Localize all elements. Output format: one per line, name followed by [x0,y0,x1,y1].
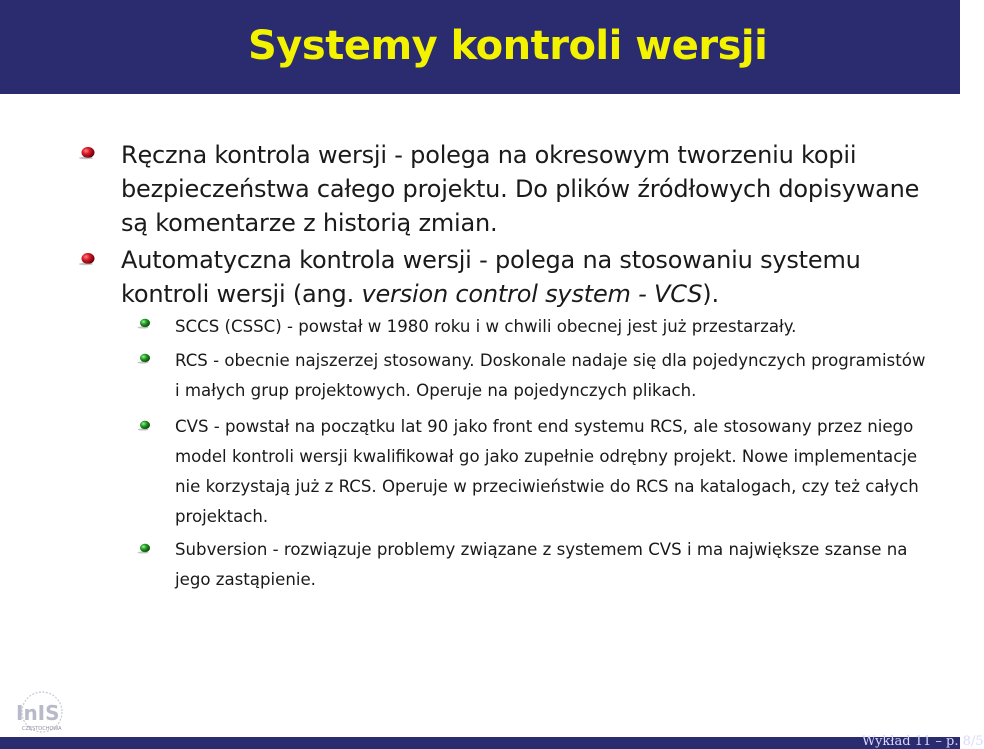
footer-bar [0,737,960,749]
green-ball-bullet-icon [137,318,151,329]
red-ball-bullet-icon [78,146,96,160]
sub-bullet-item: Subversion - rozwiązuje problemy związane z systemem CVS i ma największe szanse na jego zastąpienie. [175,540,908,589]
sub-bullet-item: SCCS (CSSC) - powstał w 1980 roku i w chwili obecnej jest już przestarzały. [175,317,797,336]
footer-page-indicator: Wykład 11 – p. 8/5 [862,734,984,749]
bullet-italic-term: version control system - VCS [361,280,703,308]
green-ball-bullet-icon [137,543,151,554]
bullet-text: Automatyczna kontrola wersji - polega na stosowaniu systemu kontroli wersji (ang. [121,246,861,308]
logo-text: InIS [16,701,60,725]
green-ball-bullet-icon [137,420,151,431]
university-logo [14,690,68,736]
slide-title: Systemy kontroli wersji [248,23,768,69]
bullet-item [121,243,921,311]
green-ball-bullet-icon [137,353,151,364]
bullet-item: Ręczna kontrola wersji - polega na okresowym tworzeniu kopii bezpieczeństwa całego projektu. Do plików źródłowych dopisywane są komentarze z historią zmian. [121,141,920,237]
bullet-text-end: ). [702,280,719,308]
sub-bullet-item: CVS - powstał na początku lat 90 jako front end systemu RCS, ale stosowany przez niego model kontroli wersji kwalifikował go jako zupełnie odrębny projekt. Nowe implementacje nie korzystają już z RCS. Operuje w przeciwieństwie do RCS na katalogach, czy też całych projektach. [175,417,919,526]
logo-subtext: CZĘSTOCHOWA [22,726,62,732]
red-ball-bullet-icon [78,252,96,266]
sub-bullet-item: RCS - obecnie najszerzej stosowany. Doskonale nadaje się dla pojedynczych programistów i małych grup projektowych. Operuje na pojedynczych plikach. [175,351,926,400]
